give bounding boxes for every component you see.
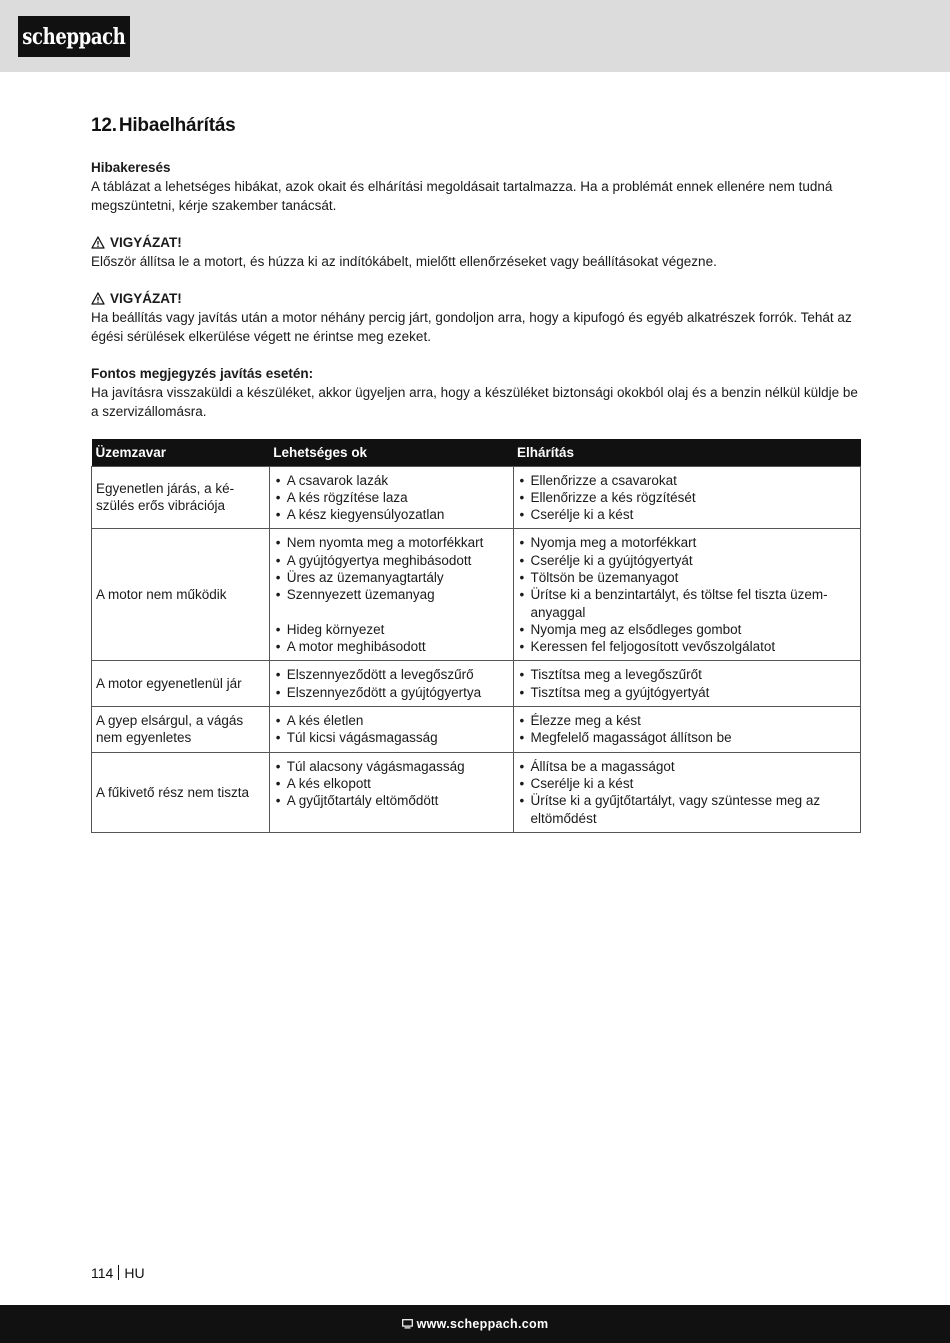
list-item: • Ürítse ki a benzintartályt, és töltse fel tiszta üzem-anyaggal: [518, 586, 856, 621]
table-row: [92, 707, 861, 753]
page-footer: [91, 1265, 145, 1281]
list-item: • Szennyezett üzemanyag: [274, 586, 509, 603]
header-fix: Elhárítás: [513, 439, 860, 466]
cause-cell: [269, 752, 513, 832]
list-item: • Cserélje ki a kést: [518, 506, 856, 523]
list-item: • Túl kicsi vágásmagasság: [274, 729, 509, 746]
footer-divider: [118, 1265, 119, 1280]
list-item: • Keressen fel feljogosított vevőszolgálatot: [518, 638, 856, 655]
list-item: • Elszennyeződött a gyújtógyertya: [274, 684, 509, 701]
fault-cell: A motor nem működik: [92, 529, 270, 661]
fault-cell: A fűkivető rész nem tiszta: [92, 752, 270, 832]
table-row: [92, 466, 861, 529]
list-item: • Elszennyeződött a levegőszűrő: [274, 666, 509, 683]
warning-text: Ha beállítás vagy javítás után a motor néhány percig járt, gondoljon arra, hogy a kipufogó és egyéb alkatrészek forrók. Tehát az égési sérülések elkerülése végett ne érintse meg ezeket.: [91, 310, 852, 344]
section-number: 12.: [91, 115, 117, 136]
list-item: • A motor meghibásodott: [274, 638, 509, 655]
repair-note-text: Ha javításra visszaküldi a készüléket, akkor ügyeljen arra, hogy a készüléket biztonsági okokból olaj és a benzin nélkül küldje be a szervizállomásra.: [91, 385, 858, 419]
list-item: • Ellenőrizze a kés rögzítését: [518, 489, 856, 506]
intro-text: A táblázat a lehetséges hibákat, azok okait és elhárítási megoldásait tartalmazza. Ha a problémát ennek ellenére nem tudná megszüntetni, kérje szakember tanácsát.: [91, 179, 833, 213]
list-item: • A kés életlen: [274, 712, 509, 729]
list-item: • Cserélje ki a gyújtógyertyát: [518, 552, 856, 569]
warning-triangle-icon: [91, 236, 105, 249]
list-item: • Cserélje ki a kést: [518, 775, 856, 792]
warning-heading: VIGYÁZAT!: [110, 291, 182, 306]
list-item: • Ellenőrizze a csavarokat: [518, 472, 856, 489]
cause-cell: [269, 707, 513, 753]
header-cause: Lehetséges ok: [269, 439, 513, 466]
list-item: • A kés rögzítése laza: [274, 489, 509, 506]
list-item: • Nem nyomta meg a motorfékkart: [274, 534, 509, 551]
table-row: [92, 752, 861, 832]
list-item: • Tisztítsa meg a levegőszűrőt: [518, 666, 856, 683]
list-item: • Üres az üzemanyagtartály: [274, 569, 509, 586]
list-item: • Nyomja meg a motorfékkart: [518, 534, 856, 551]
fault-cell: A gyep elsárgul, a vágás nem egyenletes: [92, 707, 270, 753]
cause-cell: [269, 661, 513, 707]
list-item: • A csavarok lazák: [274, 472, 509, 489]
fault-cell: Egyenetlen járás, a ké-szülés erős vibrációja: [92, 466, 270, 529]
list-item: • Nyomja meg az elsődleges gombot: [518, 621, 856, 638]
list-item: • Túl alacsony vágásmagasság: [274, 758, 509, 775]
page-number: 114: [91, 1265, 114, 1281]
cause-cell: [269, 466, 513, 529]
warning-block-1: [91, 233, 861, 271]
table-header-row: [92, 439, 861, 466]
table-row: [92, 529, 861, 661]
list-item: • Tisztítsa meg a gyújtógyertyát: [518, 684, 856, 701]
footer-band: [0, 1305, 950, 1343]
fix-cell: [513, 661, 860, 707]
list-item: • Hideg környezet: [274, 621, 509, 638]
fix-cell: [513, 529, 860, 661]
list-item: • A gyújtógyertya meghibásodott: [274, 552, 509, 569]
warning-heading: VIGYÁZAT!: [110, 235, 182, 250]
list-item: • A kés elkopott: [274, 775, 509, 792]
cause-cell: [269, 529, 513, 661]
repair-note-heading: Fontos megjegyzés javítás esetén:: [91, 366, 314, 381]
warning-block-2: [91, 289, 861, 346]
list-item: • Töltsön be üzemanyagot: [518, 569, 856, 586]
fix-cell: [513, 466, 860, 529]
troubleshooting-table: [91, 439, 861, 833]
fix-cell: [513, 707, 860, 753]
intro-heading: Hibakeresés: [91, 160, 171, 175]
warning-triangle-icon: [91, 292, 105, 305]
header-fault: Üzemzavar: [92, 439, 270, 466]
section-title: Hibaelhárítás: [118, 115, 236, 136]
website-link[interactable]: www.scheppach.com: [416, 1317, 549, 1331]
troubleshooting-intro: [91, 158, 861, 215]
list-item: • Ürítse ki a gyűjtőtartályt, vagy szüntesse meg az eltömődést: [518, 792, 856, 827]
fault-cell: A motor egyenetlenül jár: [92, 661, 270, 707]
warning-text: Először állítsa le a motort, és húzza ki az indítókábelt, mielőtt ellenőrzéseket vagy beállításokat végezne.: [91, 254, 717, 269]
page-title: [91, 115, 861, 137]
monitor-icon: [402, 1319, 413, 1329]
main-content: [91, 115, 861, 833]
scheppach-logo: [18, 16, 130, 57]
list-item: • A kész kiegyensúlyozatlan: [274, 506, 509, 523]
header-band: [0, 0, 950, 72]
list-item: • Állítsa be a magasságot: [518, 758, 856, 775]
list-item: • Megfelelő magasságot állítson be: [518, 729, 856, 746]
table-row: [92, 661, 861, 707]
logo-text: scheppach: [22, 23, 126, 50]
repair-note: [91, 364, 861, 421]
fix-cell: [513, 752, 860, 832]
list-item: • Élezze meg a kést: [518, 712, 856, 729]
list-item: • A gyűjtőtartály eltömődött: [274, 792, 509, 809]
language-code: HU: [124, 1265, 145, 1281]
